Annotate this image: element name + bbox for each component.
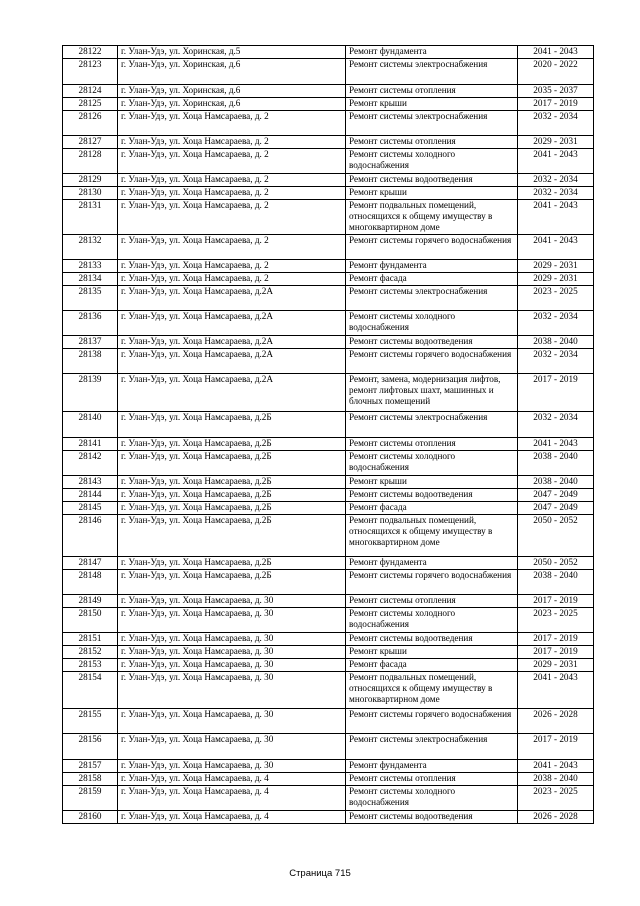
row-work-type: Ремонт системы электроснабжения xyxy=(346,734,518,760)
row-address: г. Улан-Удэ, ул. Хоца Намсараева, д.2Б xyxy=(118,557,346,570)
table-row xyxy=(63,489,594,502)
row-work-type: Ремонт системы горячего водоснабжения xyxy=(346,349,518,374)
row-address: г. Улан-Удэ, ул. Хоца Намсараева, д. 2 xyxy=(118,174,346,187)
row-number: 28160 xyxy=(63,811,118,824)
row-address: г. Улан-Удэ, ул. Хоца Намсараева, д.2Б xyxy=(118,451,346,476)
row-number: 28122 xyxy=(63,46,118,59)
row-work-type: Ремонт крыши xyxy=(346,187,518,200)
row-period: 2038 - 2040 xyxy=(518,336,594,349)
row-number: 28138 xyxy=(63,349,118,374)
row-work-type: Ремонт системы горячего водоснабжения xyxy=(346,235,518,260)
row-work-type: Ремонт фундамента xyxy=(346,260,518,273)
row-period: 2017 - 2019 xyxy=(518,734,594,760)
row-address: г. Улан-Удэ, ул. Хоца Намсараева, д. 30 xyxy=(118,646,346,659)
row-period: 2038 - 2040 xyxy=(518,570,594,595)
row-number: 28150 xyxy=(63,608,118,633)
table-row xyxy=(63,111,594,136)
row-work-type: Ремонт системы отопления xyxy=(346,438,518,451)
row-period: 2032 - 2034 xyxy=(518,349,594,374)
row-period: 2020 - 2022 xyxy=(518,59,594,85)
row-number: 28148 xyxy=(63,570,118,595)
table-row xyxy=(63,438,594,451)
row-number: 28132 xyxy=(63,235,118,260)
row-period: 2041 - 2043 xyxy=(518,200,594,235)
row-number: 28144 xyxy=(63,489,118,502)
table-row xyxy=(63,773,594,786)
row-address: г. Улан-Удэ, ул. Хоца Намсараева, д. 2 xyxy=(118,200,346,235)
row-number: 28158 xyxy=(63,773,118,786)
row-period: 2017 - 2019 xyxy=(518,595,594,608)
row-number: 28155 xyxy=(63,709,118,734)
row-period: 2032 - 2034 xyxy=(518,412,594,438)
row-address: г. Улан-Удэ, ул. Хоца Намсараева, д.2Б xyxy=(118,412,346,438)
row-address: г. Улан-Удэ, ул. Хоца Намсараева, д. 4 xyxy=(118,811,346,824)
table-row xyxy=(63,349,594,374)
table-row xyxy=(63,811,594,824)
row-number: 28157 xyxy=(63,760,118,773)
row-period: 2032 - 2034 xyxy=(518,111,594,136)
row-period: 2017 - 2019 xyxy=(518,98,594,111)
row-address: г. Улан-Удэ, ул. Хоца Намсараева, д.2А xyxy=(118,311,346,336)
row-period: 2032 - 2034 xyxy=(518,187,594,200)
table-row xyxy=(63,136,594,149)
row-work-type: Ремонт системы отопления xyxy=(346,773,518,786)
table-row xyxy=(63,557,594,570)
row-number: 28134 xyxy=(63,273,118,286)
table-body xyxy=(63,46,594,824)
row-period: 2029 - 2031 xyxy=(518,260,594,273)
row-address: г. Улан-Удэ, ул. Хоца Намсараева, д.2Б xyxy=(118,438,346,451)
row-address: г. Улан-Удэ, ул. Хоца Намсараева, д. 30 xyxy=(118,608,346,633)
table-row xyxy=(63,85,594,98)
row-address: г. Улан-Удэ, ул. Хоца Намсараева, д.2Б xyxy=(118,489,346,502)
row-number: 28123 xyxy=(63,59,118,85)
row-work-type: Ремонт фундамента xyxy=(346,760,518,773)
row-address: г. Улан-Удэ, ул. Хоца Намсараева, д. 30 xyxy=(118,672,346,709)
row-address: г. Улан-Удэ, ул. Хоца Намсараева, д.2Б xyxy=(118,570,346,595)
row-work-type: Ремонт системы горячего водоснабжения xyxy=(346,570,518,595)
row-number: 28139 xyxy=(63,374,118,412)
row-number: 28128 xyxy=(63,149,118,174)
row-work-type: Ремонт фасада xyxy=(346,502,518,515)
row-address: г. Улан-Удэ, ул. Хоца Намсараева, д.2А xyxy=(118,349,346,374)
row-period: 2038 - 2040 xyxy=(518,451,594,476)
row-address: г. Улан-Удэ, ул. Хоца Намсараева, д. 2 xyxy=(118,235,346,260)
row-work-type: Ремонт подвальных помещений, относящихся к общему имуществу в многоквартирном доме xyxy=(346,515,518,557)
row-period: 2041 - 2043 xyxy=(518,438,594,451)
row-address: г. Улан-Удэ, ул. Хоца Намсараева, д.2Б xyxy=(118,515,346,557)
row-period: 2035 - 2037 xyxy=(518,85,594,98)
row-work-type: Ремонт крыши xyxy=(346,646,518,659)
works-table xyxy=(62,45,594,824)
row-period: 2047 - 2049 xyxy=(518,489,594,502)
row-address: г. Улан-Удэ, ул. Хоринская, д.6 xyxy=(118,59,346,85)
row-address: г. Улан-Удэ, ул. Хоца Намсараева, д.2Б xyxy=(118,502,346,515)
table-row xyxy=(63,502,594,515)
row-work-type: Ремонт системы холодного водоснабжения xyxy=(346,149,518,174)
row-work-type: Ремонт системы холодного водоснабжения xyxy=(346,608,518,633)
row-address: г. Улан-Удэ, ул. Хоца Намсараева, д. 2 xyxy=(118,136,346,149)
row-address: г. Улан-Удэ, ул. Хоца Намсараева, д. 30 xyxy=(118,659,346,672)
row-address: г. Улан-Удэ, ул. Хоринская, д.6 xyxy=(118,98,346,111)
row-period: 2023 - 2025 xyxy=(518,608,594,633)
row-address: г. Улан-Удэ, ул. Хоца Намсараева, д.2Б xyxy=(118,476,346,489)
row-work-type: Ремонт, замена, модернизация лифтов, ремонт лифтовых шахт, машинных и блочных помещений xyxy=(346,374,518,412)
row-work-type: Ремонт подвальных помещений, относящихся к общему имуществу в многоквартирном доме xyxy=(346,672,518,709)
table-row xyxy=(63,235,594,260)
row-address: г. Улан-Удэ, ул. Хоца Намсараева, д. 2 xyxy=(118,149,346,174)
row-period: 2017 - 2019 xyxy=(518,633,594,646)
row-address: г. Улан-Удэ, ул. Хоца Намсараева, д.2А xyxy=(118,286,346,311)
row-work-type: Ремонт фасада xyxy=(346,659,518,672)
row-work-type: Ремонт фундамента xyxy=(346,46,518,59)
row-number: 28154 xyxy=(63,672,118,709)
row-work-type: Ремонт фасада xyxy=(346,273,518,286)
table-row xyxy=(63,476,594,489)
row-address: г. Улан-Удэ, ул. Хоца Намсараева, д. 4 xyxy=(118,773,346,786)
table-row xyxy=(63,174,594,187)
table-row xyxy=(63,59,594,85)
row-number: 28127 xyxy=(63,136,118,149)
row-address: г. Улан-Удэ, ул. Хоца Намсараева, д. 30 xyxy=(118,709,346,734)
row-work-type: Ремонт системы электроснабжения xyxy=(346,286,518,311)
table-row xyxy=(63,709,594,734)
row-address: г. Улан-Удэ, ул. Хоца Намсараева, д. 30 xyxy=(118,633,346,646)
row-number: 28129 xyxy=(63,174,118,187)
row-period: 2029 - 2031 xyxy=(518,659,594,672)
row-number: 28136 xyxy=(63,311,118,336)
table-row xyxy=(63,374,594,412)
row-number: 28124 xyxy=(63,85,118,98)
row-number: 28125 xyxy=(63,98,118,111)
row-work-type: Ремонт подвальных помещений, относящихся к общему имуществу в многоквартирном доме xyxy=(346,200,518,235)
table-row xyxy=(63,786,594,811)
row-period: 2038 - 2040 xyxy=(518,476,594,489)
row-number: 28151 xyxy=(63,633,118,646)
row-work-type: Ремонт системы водоотведения xyxy=(346,174,518,187)
table-row xyxy=(63,273,594,286)
row-work-type: Ремонт системы холодного водоснабжения xyxy=(346,311,518,336)
table-row xyxy=(63,286,594,311)
row-number: 28137 xyxy=(63,336,118,349)
table-row xyxy=(63,515,594,557)
table-row xyxy=(63,336,594,349)
row-number: 28149 xyxy=(63,595,118,608)
table-row xyxy=(63,98,594,111)
row-number: 28152 xyxy=(63,646,118,659)
table-row xyxy=(63,659,594,672)
row-address: г. Улан-Удэ, ул. Хоца Намсараева, д. 4 xyxy=(118,786,346,811)
row-number: 28140 xyxy=(63,412,118,438)
row-work-type: Ремонт системы электроснабжения xyxy=(346,111,518,136)
row-work-type: Ремонт системы электроснабжения xyxy=(346,59,518,85)
row-period: 2041 - 2043 xyxy=(518,235,594,260)
row-work-type: Ремонт фундамента xyxy=(346,557,518,570)
row-period: 2026 - 2028 xyxy=(518,709,594,734)
row-work-type: Ремонт крыши xyxy=(346,476,518,489)
row-number: 28147 xyxy=(63,557,118,570)
table-row xyxy=(63,672,594,709)
row-work-type: Ремонт системы холодного водоснабжения xyxy=(346,786,518,811)
row-period: 2023 - 2025 xyxy=(518,286,594,311)
row-period: 2029 - 2031 xyxy=(518,136,594,149)
row-period: 2032 - 2034 xyxy=(518,174,594,187)
row-address: г. Улан-Удэ, ул. Хоца Намсараева, д.2А xyxy=(118,374,346,412)
row-period: 2041 - 2043 xyxy=(518,46,594,59)
row-address: г. Улан-Удэ, ул. Хоца Намсараева, д. 2 xyxy=(118,260,346,273)
row-period: 2032 - 2034 xyxy=(518,311,594,336)
row-number: 28141 xyxy=(63,438,118,451)
row-period: 2038 - 2040 xyxy=(518,773,594,786)
row-address: г. Улан-Удэ, ул. Хоца Намсараева, д.2А xyxy=(118,336,346,349)
row-period: 2041 - 2043 xyxy=(518,672,594,709)
row-work-type: Ремонт системы отопления xyxy=(346,595,518,608)
row-period: 2041 - 2043 xyxy=(518,760,594,773)
table-row xyxy=(63,646,594,659)
row-period: 2017 - 2019 xyxy=(518,374,594,412)
page-number: Страница 715 xyxy=(289,868,351,879)
row-number: 28131 xyxy=(63,200,118,235)
row-work-type: Ремонт системы холодного водоснабжения xyxy=(346,451,518,476)
row-number: 28142 xyxy=(63,451,118,476)
row-period: 2023 - 2025 xyxy=(518,786,594,811)
table-row xyxy=(63,608,594,633)
row-number: 28133 xyxy=(63,260,118,273)
table-row xyxy=(63,595,594,608)
row-address: г. Улан-Удэ, ул. Хоца Намсараева, д. 2 xyxy=(118,111,346,136)
row-work-type: Ремонт системы отопления xyxy=(346,85,518,98)
table-row xyxy=(63,200,594,235)
row-work-type: Ремонт системы водоотведения xyxy=(346,811,518,824)
row-number: 28143 xyxy=(63,476,118,489)
row-number: 28153 xyxy=(63,659,118,672)
table-row xyxy=(63,760,594,773)
table-row xyxy=(63,311,594,336)
row-work-type: Ремонт системы электроснабжения xyxy=(346,412,518,438)
table-row xyxy=(63,734,594,760)
row-address: г. Улан-Удэ, ул. Хоца Намсараева, д. 30 xyxy=(118,734,346,760)
row-number: 28156 xyxy=(63,734,118,760)
table-row xyxy=(63,412,594,438)
row-work-type: Ремонт системы водоотведения xyxy=(346,489,518,502)
row-period: 2047 - 2049 xyxy=(518,502,594,515)
table-row xyxy=(63,260,594,273)
row-work-type: Ремонт системы отопления xyxy=(346,136,518,149)
table-row xyxy=(63,570,594,595)
row-work-type: Ремонт крыши xyxy=(346,98,518,111)
row-work-type: Ремонт системы водоотведения xyxy=(346,336,518,349)
table-row xyxy=(63,187,594,200)
row-number: 28130 xyxy=(63,187,118,200)
row-address: г. Улан-Удэ, ул. Хоца Намсараева, д. 2 xyxy=(118,273,346,286)
table-row xyxy=(63,633,594,646)
table-row xyxy=(63,46,594,59)
row-period: 2026 - 2028 xyxy=(518,811,594,824)
row-number: 28159 xyxy=(63,786,118,811)
row-address: г. Улан-Удэ, ул. Хоца Намсараева, д. 30 xyxy=(118,760,346,773)
row-period: 2050 - 2052 xyxy=(518,515,594,557)
row-number: 28145 xyxy=(63,502,118,515)
row-period: 2050 - 2052 xyxy=(518,557,594,570)
row-number: 28126 xyxy=(63,111,118,136)
row-number: 28146 xyxy=(63,515,118,557)
row-work-type: Ремонт системы водоотведения xyxy=(346,633,518,646)
row-address: г. Улан-Удэ, ул. Хоринская, д.6 xyxy=(118,85,346,98)
table-row xyxy=(63,451,594,476)
row-period: 2041 - 2043 xyxy=(518,149,594,174)
row-address: г. Улан-Удэ, ул. Хоринская, д.5 xyxy=(118,46,346,59)
table-row xyxy=(63,149,594,174)
row-number: 28135 xyxy=(63,286,118,311)
row-work-type: Ремонт системы горячего водоснабжения xyxy=(346,709,518,734)
row-period: 2017 - 2019 xyxy=(518,646,594,659)
row-address: г. Улан-Удэ, ул. Хоца Намсараева, д. 30 xyxy=(118,595,346,608)
row-address: г. Улан-Удэ, ул. Хоца Намсараева, д. 2 xyxy=(118,187,346,200)
row-period: 2029 - 2031 xyxy=(518,273,594,286)
